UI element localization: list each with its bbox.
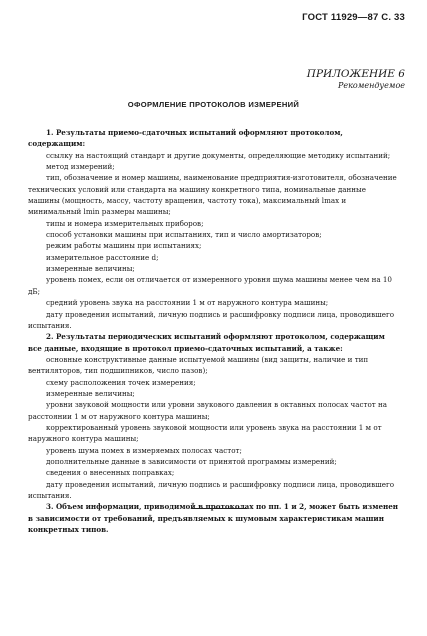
list-item: уровень помех, если он отличается от измеренного уровня шума машины менее чем на 10 дБ;: [28, 275, 392, 296]
appendix-status: Рекомендуемое: [338, 81, 405, 90]
list-item: измерительное расстояние d;: [46, 252, 159, 262]
list-item: схему расположения точек измерения;: [46, 377, 196, 387]
list-item: уровень шума помех в измеряемых полосах частот;: [46, 445, 242, 455]
document-body: [28, 127, 399, 535]
list-item: дату проведения испытаний, личную подпись и расшифровку подписи лица, проводившего испытания.: [28, 309, 395, 330]
paragraph: 3. Объем информации, приводимой в протоколах по пп. 1 и 2, может быть изменен в зависимости от требований, предъявляемых к шумовым характеристикам машин конкретных типов.: [28, 502, 398, 535]
list-item: дату проведения испытаний, личную подпись и расшифровку подписи лица, проводившего испытания.: [28, 479, 395, 500]
list-item: способ установки машины при испытаниях, тип и число амортизаторов;: [46, 230, 322, 240]
document-header: ГОСТ 11929—87 С. 33: [302, 12, 405, 23]
appendix-heading: [307, 68, 405, 90]
list-item: сведения о внесенных поправках;: [46, 468, 175, 478]
list-item: измеренные величины;: [46, 388, 135, 398]
paragraph: 1. Результаты приемо-сдаточных испытаний оформляют протоколом, содержащим:: [28, 128, 343, 149]
paragraph: 2. Результаты периодических испытаний оформляют протоколом, содержащим все данные, входящие в протокол приемо-сдаточных испытаний, а также:: [28, 332, 385, 353]
list-item: измеренные величины;: [46, 264, 135, 274]
list-item: основные конструктивные данные испытуемой машины (вид защиты, наличие и тип вентиляторов, тип подшипников, число пазов);: [28, 354, 369, 376]
list-item: средний уровень звука на расстоянии 1 м от наружного контура машины;: [46, 298, 329, 308]
list-item: метод измерений;: [46, 162, 115, 172]
closing-rule: [191, 508, 247, 509]
list-item: дополнительные данные в зависимости от принятой программы измерений;: [46, 456, 337, 466]
list-item: режим работы машины при испытаниях;: [46, 241, 202, 251]
list-item: тип, обозначение и номер машины, наименование предприятия-изготовителя, обозначение технических условий или стандарта на машину конкретного типа, номинальные данные машины (мощность, массу, частоту вращения, частоту тока), максимальный lmax и минимальный lmin размеры машины;: [28, 173, 397, 217]
list-item: ссылку на настоящий стандарт и другие документы, определяющие методику испытаний;: [46, 150, 391, 160]
list-item: корректированный уровень звуковой мощности или уровень звука на расстоянии 1 м от наружного контура машины;: [28, 422, 382, 444]
list-item: типы и номера измерительных приборов;: [46, 218, 204, 228]
list-item: уровни звуковой мощности или уровни звукового давления в октавных полосах частот на расстоянии 1 м от наружного контура машины;: [28, 400, 388, 421]
section-title: ОФОРМЛЕНИЕ ПРОТОКОЛОВ ИЗМЕРЕНИЙ: [127, 100, 300, 109]
appendix-number: ПРИЛОЖЕНИЕ 6: [306, 68, 405, 80]
